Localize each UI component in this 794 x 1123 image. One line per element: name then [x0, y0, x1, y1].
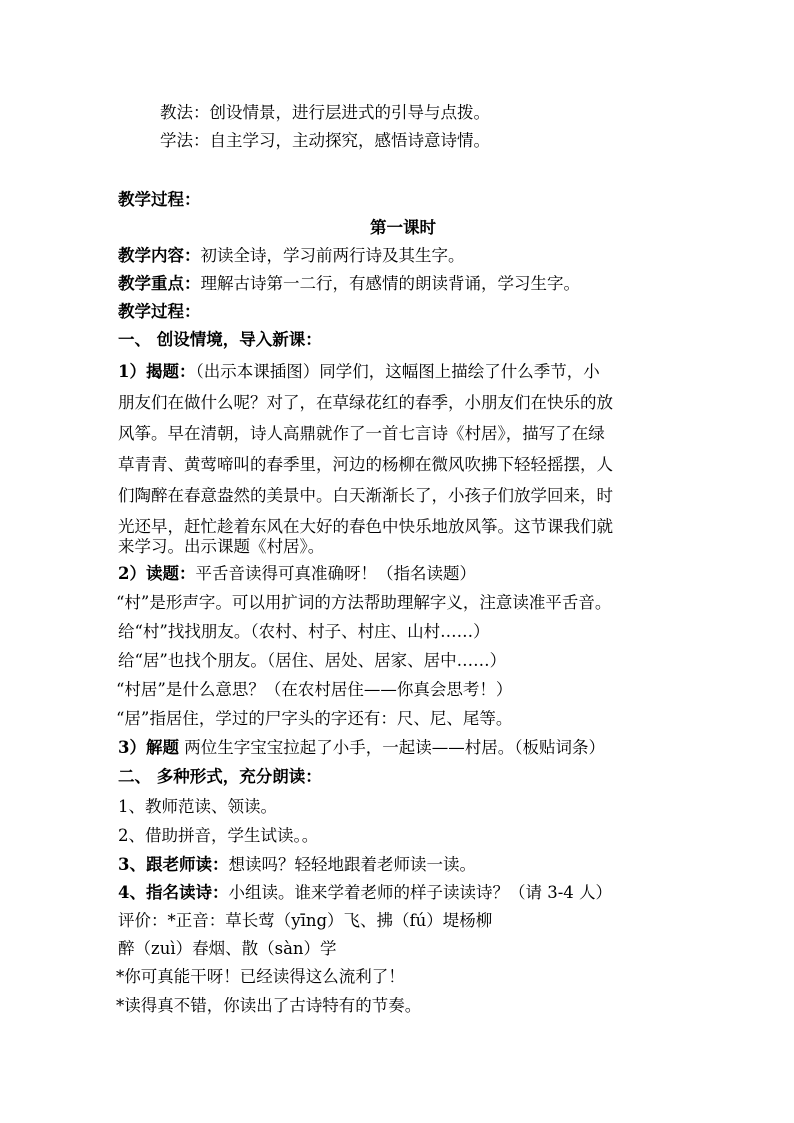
list-item: 3、跟老师读：想读吗？轻轻地跟着老师读一读。 [118, 855, 476, 874]
paragraph-line: “村”是形声字。可以用扩词的方法帮助理解字义，注意读准平舌音。 [116, 593, 612, 612]
list-item: 2、借助拼音，学生试读。。 [118, 826, 319, 845]
focus-line: 教学重点：理解古诗第一二行，有感情的朗读背诵，学习生字。 [118, 274, 580, 293]
content-line: 教学内容：初读全诗，学习前两行诗及其生字。 [118, 246, 465, 265]
paragraph-line: 1）揭题：（出示本课插图）同学们，这幅图上描绘了什么季节，小 [118, 362, 600, 381]
paragraph-line: 们陶醉在春意盎然的美景中。白天渐渐长了，小孩子们放学回来，时 [118, 486, 613, 505]
paragraph-line: 光还早，赶忙趁着东风在大好的春色中快乐地放风筝。这节课我们就 [118, 517, 613, 536]
paragraph-line: “居”指居住，学过的尸字头的字还有：尺、尼、尾等。 [116, 709, 513, 728]
evaluation-line: *你可真能干呀！已经读得这么流利了！ [116, 967, 405, 986]
section-heading-process: 教学过程： [118, 190, 201, 209]
section-one-heading: 一、 创设情境，导入新课： [118, 330, 322, 349]
paragraph-line: 朋友们在做什么呢？对了，在草绿花红的春季，小朋友们在快乐的放 [118, 393, 613, 412]
section-two-heading: 二、 多种形式，充分朗读： [118, 767, 322, 786]
lesson-title: 第一课时 [370, 218, 436, 237]
paragraph-line: 草青青、黄莺啼叫的春季里，河边的杨柳在微风吹拂下轻轻摇摆，人 [118, 455, 613, 474]
learning-method-line: 学法：自主学习，主动探究，感悟诗意诗情。 [160, 131, 490, 150]
paragraph-line: “村居”是什么意思？（在农村居住——你真会思考！） [116, 680, 513, 699]
evaluation-line: 醉（zuì）春烟、散（sàn）学 [118, 939, 337, 958]
read-title-line: 2）读题：平舌音读得可真准确呀！（指名读题） [118, 564, 476, 583]
explain-title-line: 3）解题 两位生字宝宝拉起了小手，一起读——村居。（板贴词条） [118, 738, 605, 757]
evaluation-line: 评价：*正音：草长莺（yīng）飞、拂（fú）堤杨柳 [118, 911, 493, 930]
paragraph-line: 给“居”也找个朋友。（居住、居处、居家、居中……） [118, 651, 507, 670]
paragraph-line: 风筝。早在清朝，诗人高鼎就作了一首七言诗《村居》，描写了在绿 [118, 424, 605, 443]
evaluation-line: *读得真不错，你读出了古诗特有的节奏。 [116, 996, 422, 1015]
teaching-method-line: 教法：创设情景，进行层进式的引导与点拨。 [160, 103, 490, 122]
process-heading: 教学过程： [118, 302, 201, 321]
paragraph-line: 给“村”找找朋友。（农村、村子、村庄、山村……） [118, 622, 490, 641]
list-item: 1、教师范读、领读。 [118, 797, 277, 816]
list-item: 4、指名读诗：小组读。谁来学着老师的样子读读诗？（请 3-4 人） [118, 883, 613, 902]
paragraph-line: 来学习。出示课题《村居》。 [118, 537, 325, 556]
